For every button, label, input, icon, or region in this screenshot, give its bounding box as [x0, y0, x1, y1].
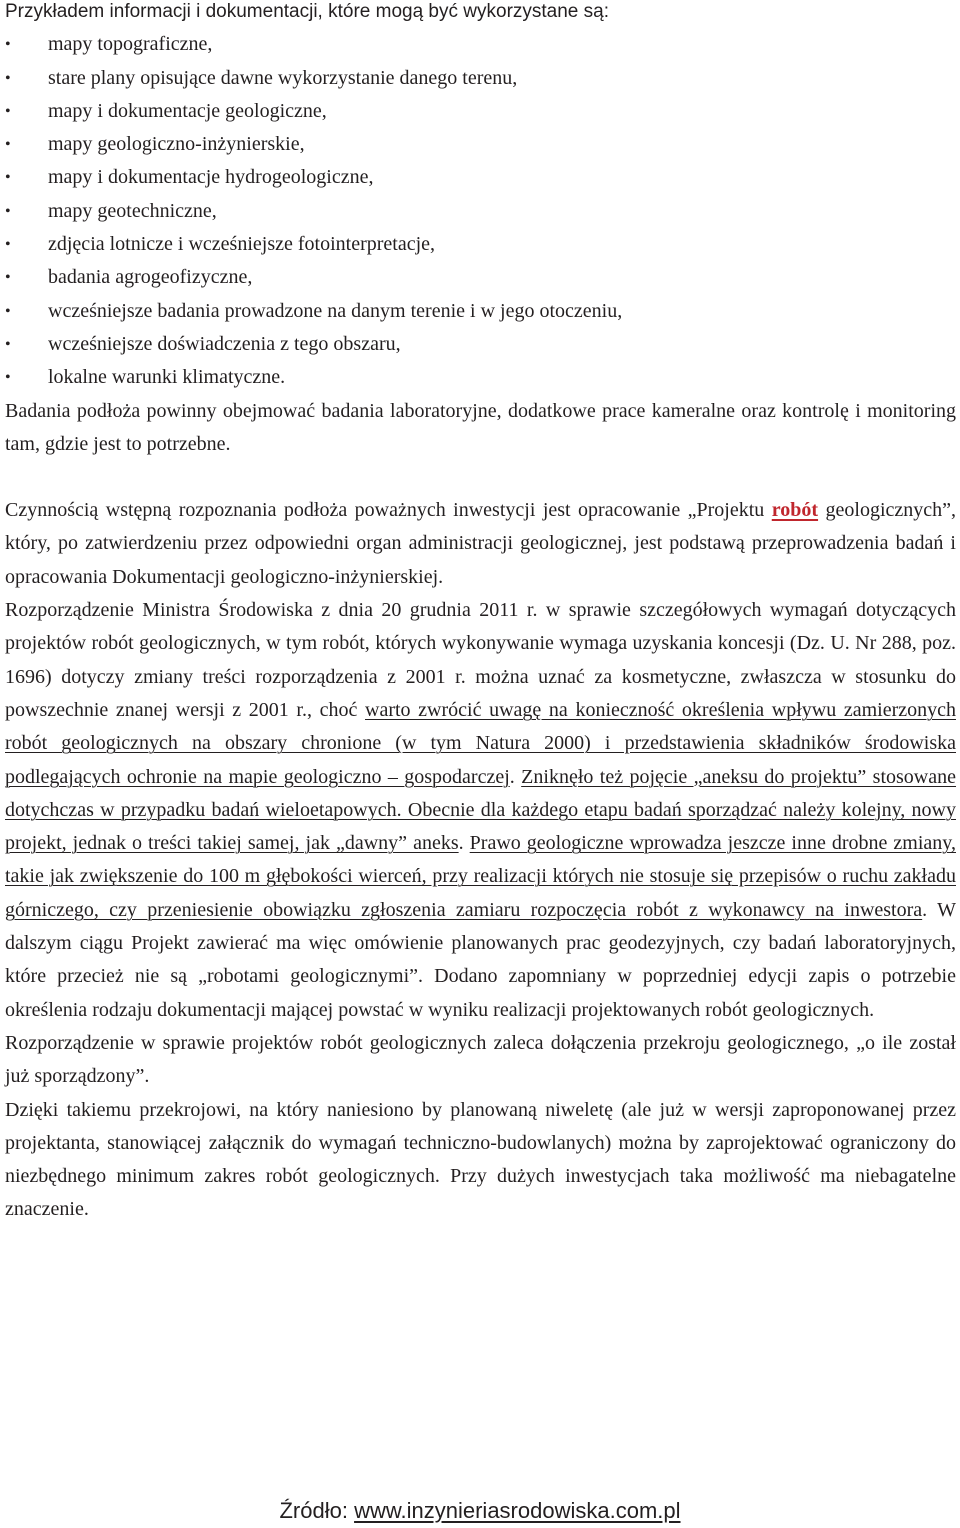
bullet-icon: •	[5, 69, 11, 87]
paragraph-spacer	[5, 461, 956, 494]
bullet-icon: •	[5, 302, 11, 320]
list-item: • badania agrogeofizyczne,	[5, 261, 956, 294]
bullet-icon: •	[5, 136, 11, 154]
list-item: • mapy geotechniczne,	[5, 195, 956, 228]
paragraph-cross-section: Rozporządzenie w sprawie projektów robót geologicznych zaleca dołączenia przekroju geologicznego, „o ile został już sporządzony”.	[5, 1031, 956, 1088]
list-item: • lokalne warunki klimatyczne.	[5, 361, 956, 394]
intro-sentence: Przykładem informacji i dokumentacji, które mogą być wykorzystane są:	[5, 1, 610, 22]
list-item: • mapy i dokumentacje hydrogeologiczne,	[5, 161, 956, 194]
underlined-passage-annex: Zniknęło też pojęcie „aneksu do projektu” stosowane dotychczas w przypadku badań wieloetapowych. Obecnie dla każdego etapu badań sporządzać należy kolejny, nowy projekt, jednak o treści takiej samej, jak „dawny” aneks	[5, 765, 957, 855]
bullet-icon: •	[5, 236, 11, 254]
paragraph-regulation-changes: Rozporządzenie Ministra Środowiska z dnia 20 grudnia 2011 r. w sprawie szczegółowych wymagań dotyczących projektów robót geologicznych, w tym robót, których wykonywanie wymaga uzyskania koncesji (Dz. U. Nr 288, poz. 1696) dotyczy zmiany treści rozporządzenia z 2001 r. można uznać za kosmetyczne, zwłaszcza w stosunku do powszechnie znanej wersji z 2001 r., choć warto zwrócić uwagę na konieczność określenia wpływu zamierzonych robót geologicznych na obszary chronione (w tym Natura 2000) i przedstawienia składników środowiska podlegających ochronie na mapie geologiczno – gospodarczej. Zniknęło też pojęcie „aneksu do projektu” stosowane dotychczas w przypadku badań wieloetapowych. Obecnie dla każdego etapu badań sporządzać należy kolejny, nowy projekt, jednak o treści takiej samej, jak „dawny” aneks. Prawo geologiczne wprowadza jeszcze inne drobne zmiany, takie jak zwiększenie do 100 m głębokości wierceń, przy realizacji których nie stosuje się przepisów o ruchu zakładu górniczego, czy przeniesienie obowiązku zgłoszenia zamiaru rozpoczęcia robót z wykonawcy na inwestora. W dalszym ciągu Projekt zawierać ma więc omówienie planowanych prac geodezyjnych, czy badań laboratoryjnych, które przecież nie są „robotami geologicznymi”. Dodano zapomniany w poprzedniej edycji zapis o potrzebie określenia rodzaju dokumentacji mającej powstać w wyniku realizacji projektowanych robót geologicznych.	[5, 599, 957, 1021]
source-footer	[0, 1496, 960, 1526]
list-item: • wcześniejsze doświadczenia z tego obszaru,	[5, 328, 956, 361]
list-item: • wcześniejsze badania prowadzone na danym terenie i w jego otoczeniu,	[5, 295, 956, 328]
underlined-passage-geological-law: Prawo geologiczne wprowadza jeszcze inne drobne zmiany, takie jak zwiększenie do 100 m głębokości wierceń, przy realizacji których nie stosuje się przepisów o ruchu zakładu górniczego, czy przeniesienie obowiązku zgłoszenia zamiaru rozpoczęcia robót z wykonawcy na inwestora	[5, 832, 956, 921]
paragraph-lab-research: Badania podłoża powinny obejmować badania laboratoryjne, dodatkowe prace kameralne oraz kontrolę i monitoring tam, gdzie jest to potrzebne.	[5, 399, 956, 455]
list-item: • stare plany opisujące dawne wykorzystanie danego terenu,	[5, 62, 956, 95]
information-sources-list	[5, 28, 956, 394]
bullet-icon: •	[5, 335, 11, 353]
document-body	[5, 0, 956, 1227]
bullet-icon: •	[5, 169, 11, 187]
paragraph-cross-section-benefits: Dzięki takiemu przekrojowi, na który naniesiono by planowaną niweletę (ale już w wersji zaproponowanej przez projektanta, stanowiącej załącznik do wymagań techniczno-budowlanych) można by zaprojektować ograniczony do niezbędnego minimum zakres robót geologicznych. Przy dużych inwestycjach taka możliwość ma niebagatelne znaczenie.	[5, 1098, 956, 1221]
list-item: • mapy geologiczno-inżynierskie,	[5, 128, 956, 161]
list-item: • mapy i dokumentacje geologiczne,	[5, 95, 956, 128]
bullet-icon: •	[5, 269, 11, 287]
list-item: • zdjęcia lotnicze i wcześniejsze fotointerpretacje,	[5, 228, 956, 261]
bullet-icon: •	[5, 369, 11, 387]
underlined-passage-protected-areas: warto zwrócić uwagę na konieczność określenia wpływu zamierzonych robót geologicznych na obszary chronione (w tym Natura 2000) i przedstawienia składników środowiska podlegających ochronie na mapie geologiczno – gospodarczej	[5, 698, 956, 788]
bullet-icon: •	[5, 102, 11, 120]
paragraph-project-preparation: Czynnością wstępną rozpoznania podłoża poważnych inwestycji jest opracowanie „Projektu robót geologicznych”, który, po zatwierdzeniu przez odpowiedni organ administracji geologicznej, jest podstawą przeprowadzenia badań i opracowania Dokumentacji geologiczno-inżynierskiej.	[5, 499, 957, 588]
source-link[interactable]: www.inzynieriasrodowiska.com.pl	[354, 1498, 681, 1523]
bullet-icon: •	[5, 36, 11, 54]
highlighted-word: robót	[771, 499, 819, 522]
source-label: Źródło:	[279, 1498, 355, 1523]
list-item: • mapy topograficzne,	[5, 28, 956, 61]
bullet-icon: •	[5, 202, 11, 220]
